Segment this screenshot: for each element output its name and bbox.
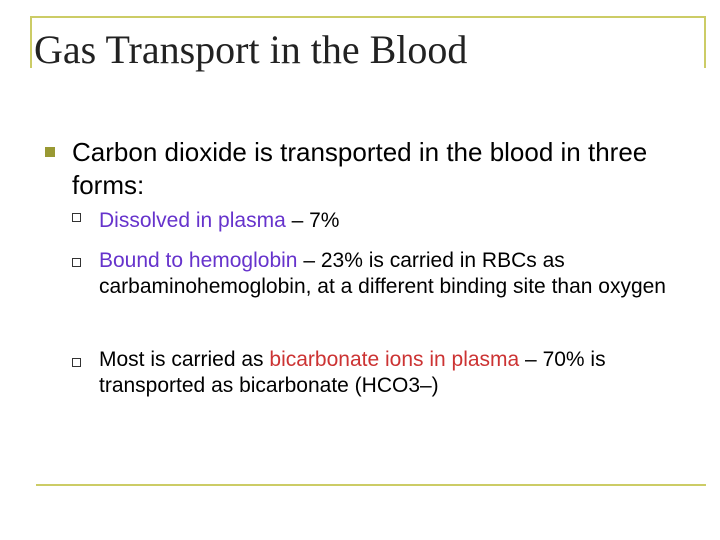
- slide-title: Gas Transport in the Blood: [34, 27, 468, 72]
- main-bullet-text: Carbon dioxide is transported in the blood in three forms:: [72, 137, 648, 200]
- sub-bullet-hemoglobin: [99, 248, 699, 299]
- text-bicarbonate: – 70% is transported as bicarbonate (HCO3–): [99, 348, 606, 397]
- sub-bullet-dissolved: [99, 208, 699, 234]
- text-bicarbonate-lead: Most is carried as: [99, 348, 270, 371]
- highlight-hemoglobin: Bound to hemoglobin: [99, 249, 298, 272]
- highlight-bicarbonate: bicarbonate ions in plasma: [269, 348, 520, 371]
- sub-bullet-bicarbonate: [99, 347, 699, 398]
- frame-right-rule: [704, 16, 706, 68]
- hollow-square-bullet-icon: [72, 358, 81, 367]
- frame-left-rule: [30, 16, 32, 68]
- frame-bottom-rule: [36, 484, 706, 486]
- hollow-square-bullet-icon: [72, 213, 81, 222]
- text-dissolved: – 7%: [285, 209, 340, 232]
- hollow-square-bullet-icon: [72, 258, 81, 267]
- highlight-dissolved: Dissolved in plasma: [99, 209, 286, 232]
- square-bullet-icon: [45, 147, 55, 157]
- frame-top-rule: [30, 16, 706, 18]
- text-hemoglobin: – 23% is carried in RBCs as carbaminohemoglobin, at a different binding site than oxygen: [99, 249, 666, 298]
